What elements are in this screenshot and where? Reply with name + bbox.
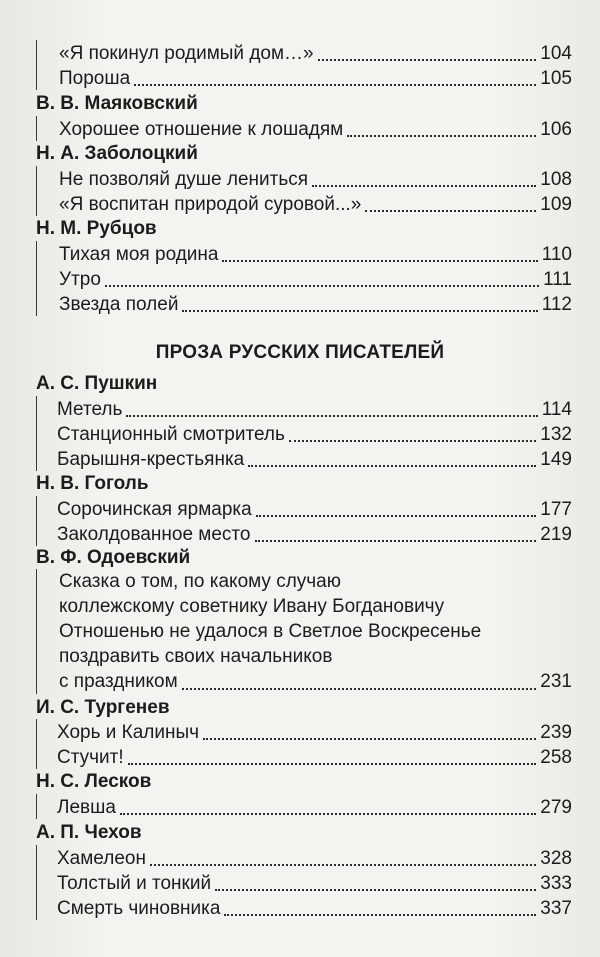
entry-title: Левша bbox=[57, 797, 116, 818]
toc-entry[interactable] bbox=[36, 191, 572, 216]
leader-dots bbox=[347, 135, 536, 137]
entry-page: 231 bbox=[540, 671, 572, 692]
entry-page: 111 bbox=[543, 269, 572, 290]
entry-page: 106 bbox=[540, 119, 572, 140]
leader-dots bbox=[203, 738, 536, 740]
entry-page: 114 bbox=[541, 399, 572, 420]
entry-title-line: Отношенью не удалося в Светлое Воскресенье bbox=[59, 621, 482, 642]
entry-page: 112 bbox=[541, 294, 572, 315]
entry-title-line: с праздником bbox=[59, 671, 178, 692]
entry-page: 239 bbox=[540, 722, 572, 743]
entry-title: Утро bbox=[59, 269, 101, 290]
leader-dots bbox=[312, 185, 536, 187]
toc-entry[interactable] bbox=[36, 166, 572, 191]
leader-dots bbox=[215, 889, 536, 891]
entry-page: 219 bbox=[540, 524, 572, 545]
author-heading: А. П. Чехов bbox=[36, 822, 142, 843]
leader-dots bbox=[120, 813, 536, 815]
author-heading: Н. А. Заболоцкий bbox=[36, 143, 198, 164]
entry-title: Метель bbox=[57, 399, 123, 420]
entry-page: 109 bbox=[540, 194, 572, 215]
toc-entry[interactable] bbox=[36, 241, 572, 266]
entry-title: Стучит! bbox=[57, 747, 124, 768]
leader-dots bbox=[318, 59, 537, 61]
author-heading: А. С. Пушкин bbox=[36, 373, 158, 394]
toc-entry[interactable] bbox=[36, 266, 572, 291]
entry-title: «Я покинул родимый дом…» bbox=[59, 43, 314, 64]
section-heading: ПРОЗА РУССКИХ ПИСАТЕЛЕЙ bbox=[155, 342, 445, 363]
leader-dots bbox=[128, 763, 537, 765]
entry-title-line: поздравить своих начальников bbox=[59, 646, 333, 667]
author-heading: Н. В. Гоголь bbox=[36, 473, 149, 494]
author-heading: В. Ф. Одоевский bbox=[36, 547, 191, 568]
toc-entry[interactable] bbox=[36, 794, 572, 819]
entry-page: 108 bbox=[540, 169, 572, 190]
entry-page: 105 bbox=[540, 68, 572, 89]
entry-title: Тихая моя родина bbox=[59, 244, 219, 265]
entry-title: Толстый и тонкий bbox=[57, 873, 212, 894]
author-heading: Н. С. Лесков bbox=[36, 771, 152, 792]
leader-dots bbox=[289, 440, 536, 442]
author-heading: И. С. Тургенев bbox=[36, 697, 170, 718]
toc-entry[interactable] bbox=[36, 744, 572, 769]
entry-page: 110 bbox=[541, 244, 572, 265]
leader-dots bbox=[256, 515, 537, 517]
toc-entry[interactable] bbox=[36, 845, 572, 870]
toc-entry[interactable] bbox=[36, 496, 572, 521]
toc-entry[interactable] bbox=[36, 719, 572, 744]
entry-title: Хорошее отношение к лошадям bbox=[59, 119, 344, 140]
toc-entry[interactable] bbox=[36, 65, 572, 90]
toc-entry[interactable] bbox=[36, 116, 572, 141]
leader-dots bbox=[150, 864, 536, 866]
toc-entry[interactable] bbox=[36, 569, 572, 694]
leader-dots bbox=[248, 465, 536, 467]
leader-dots bbox=[126, 415, 537, 417]
entry-title: Пороша bbox=[59, 68, 131, 89]
entry-page: 177 bbox=[540, 499, 572, 520]
toc-entry[interactable] bbox=[36, 446, 572, 471]
entry-page: 149 bbox=[540, 449, 572, 470]
entry-title: Хамелеон bbox=[57, 848, 146, 869]
toc-entry[interactable] bbox=[36, 895, 572, 920]
entry-title: Не позволяй душе лениться bbox=[59, 169, 309, 190]
entry-page: 104 bbox=[540, 43, 572, 64]
leader-dots bbox=[222, 260, 537, 262]
toc-entry[interactable] bbox=[36, 40, 572, 65]
entry-title: Станционный смотритель bbox=[57, 424, 285, 445]
entry-page: 279 bbox=[540, 797, 572, 818]
author-heading: В. В. Маяковский bbox=[36, 93, 198, 114]
leader-dots bbox=[182, 310, 537, 312]
entry-page: 333 bbox=[540, 873, 572, 894]
entry-title: Сорочинская ярмарка bbox=[57, 499, 252, 520]
entry-title: «Я воспитан природой суровой...» bbox=[59, 194, 362, 215]
entry-title: Барышня-крестьянка bbox=[57, 449, 245, 470]
leader-dots bbox=[105, 285, 539, 287]
entry-title: Смерть чиновника bbox=[57, 898, 221, 919]
leader-dots bbox=[365, 210, 536, 212]
entry-title: Заколдованное место bbox=[57, 524, 251, 545]
entry-title-line: Сказка о том, по какому случаю bbox=[59, 571, 341, 592]
toc-entry[interactable] bbox=[36, 521, 572, 546]
toc-entry[interactable] bbox=[36, 421, 572, 446]
entry-page: 328 bbox=[540, 848, 572, 869]
entry-title: Хорь и Калиныч bbox=[57, 722, 200, 743]
toc-entry[interactable] bbox=[36, 291, 572, 316]
author-heading: Н. М. Рубцов bbox=[36, 218, 157, 239]
leader-dots bbox=[255, 540, 537, 542]
entry-page: 132 bbox=[540, 424, 572, 445]
leader-dots bbox=[134, 84, 536, 86]
leader-dots bbox=[224, 914, 536, 916]
toc-entry[interactable] bbox=[36, 396, 572, 421]
entry-page: 258 bbox=[540, 747, 572, 768]
entry-title-line: коллежскому советнику Ивану Богдановичу bbox=[59, 596, 445, 617]
entry-page: 337 bbox=[540, 898, 572, 919]
leader-dots bbox=[182, 688, 537, 690]
entry-title: Звезда полей bbox=[59, 294, 179, 315]
toc-entry[interactable] bbox=[36, 870, 572, 895]
